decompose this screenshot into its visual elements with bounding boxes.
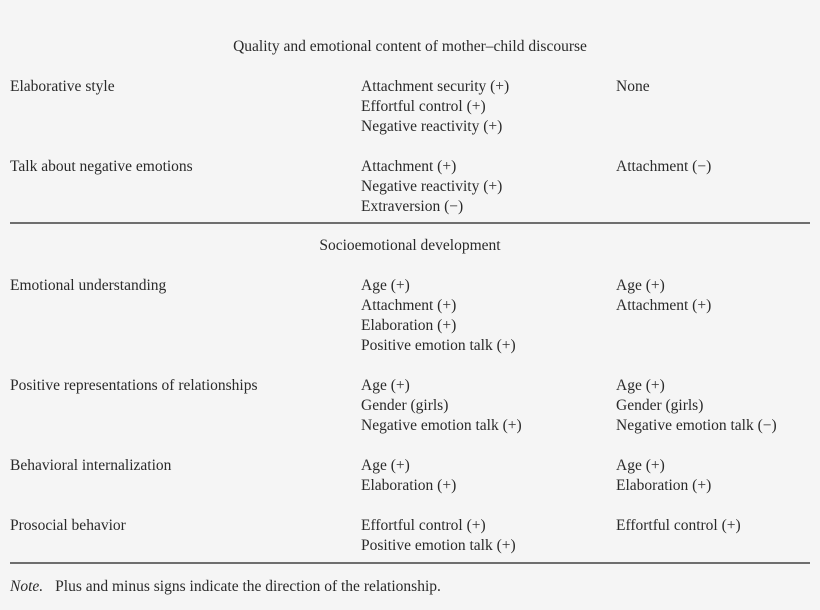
note-text: Plus and minus signs indicate the direction of the relationship. xyxy=(55,578,441,595)
predictors-column-b xyxy=(616,157,711,177)
predictor-item: Positive emotion talk (+) xyxy=(361,337,516,354)
predictor-item: Attachment (−) xyxy=(616,158,712,175)
predictor-item: Negative emotion talk (+) xyxy=(361,417,522,434)
predictors-column-b xyxy=(616,456,711,496)
predictor-item: Effortful control (+) xyxy=(361,517,486,534)
predictors-column-b xyxy=(616,376,777,436)
predictors-column-b xyxy=(616,276,711,316)
predictor-item: Attachment security (+) xyxy=(361,78,510,95)
predictor-item: Positive emotion talk (+) xyxy=(361,537,516,554)
note-label: Note. xyxy=(10,578,44,595)
predictors-column-a xyxy=(361,157,502,217)
predictor-item: Age (+) xyxy=(361,277,410,294)
predictors-column-b xyxy=(616,77,650,97)
predictor-item: Age (+) xyxy=(616,377,665,394)
predictor-item: Attachment (+) xyxy=(616,297,712,314)
predictor-item: Age (+) xyxy=(616,277,665,294)
predictor-item: Effortful control (+) xyxy=(616,517,741,534)
table-bottom-rule xyxy=(10,562,810,564)
section-title-socioemotional: Socioemotional development xyxy=(319,237,501,254)
section-title-discourse: Quality and emotional content of mother–child discourse xyxy=(233,38,587,55)
predictor-item: Extraversion (−) xyxy=(361,198,464,215)
predictors-column-a xyxy=(361,516,516,556)
table-note xyxy=(10,577,441,597)
section-divider-rule xyxy=(10,222,810,224)
predictor-item: Age (+) xyxy=(361,457,410,474)
predictor-item: None xyxy=(616,78,650,95)
row-label: Positive representations of relationships xyxy=(10,377,258,394)
predictors-column-a xyxy=(361,77,509,137)
predictors-column-b xyxy=(616,516,741,536)
predictor-item: Effortful control (+) xyxy=(361,98,486,115)
predictors-column-a xyxy=(361,376,522,436)
predictor-item: Negative reactivity (+) xyxy=(361,118,503,135)
row-label: Prosocial behavior xyxy=(10,517,126,534)
predictor-item: Elaboration (+) xyxy=(361,317,457,334)
predictor-item: Negative reactivity (+) xyxy=(361,178,503,195)
row-label: Elaborative style xyxy=(10,78,115,95)
predictor-item: Age (+) xyxy=(616,457,665,474)
row-label: Talk about negative emotions xyxy=(10,158,193,175)
predictor-item: Elaboration (+) xyxy=(361,477,457,494)
predictor-item: Elaboration (+) xyxy=(616,477,712,494)
predictor-item: Negative emotion talk (−) xyxy=(616,417,777,434)
predictor-item: Attachment (+) xyxy=(361,158,457,175)
predictor-item: Gender (girls) xyxy=(616,397,704,414)
predictor-item: Age (+) xyxy=(361,377,410,394)
predictors-column-a xyxy=(361,456,456,496)
predictor-item: Gender (girls) xyxy=(361,397,449,414)
row-label: Behavioral internalization xyxy=(10,457,172,474)
predictor-item: Attachment (+) xyxy=(361,297,457,314)
row-label: Emotional understanding xyxy=(10,277,167,294)
predictors-column-a xyxy=(361,276,516,356)
